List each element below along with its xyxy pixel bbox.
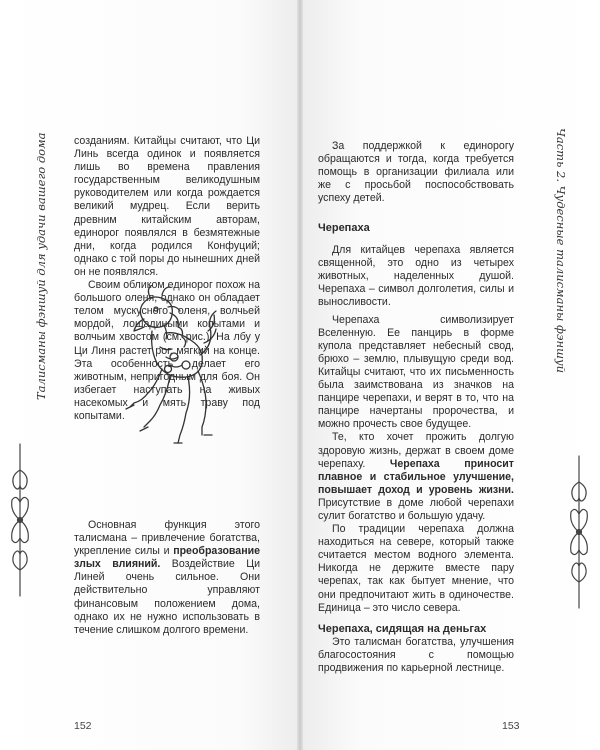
page-number-right: 153 [502,720,520,732]
qilin-unicorn-icon [104,285,224,475]
paragraph: Те, кто хочет прожить долгую здоровую жизнь, держат в своем доме черепаху. Черепаха приносит плавное и стабильное улучшение, повышает доход и уровень жизни. Присутствие в доме любой черепахи сулит богатство и большую удачу. [318,431,514,522]
floral-ornament-icon [8,440,32,600]
section-heading: Черепаха [318,222,370,234]
paragraph: Основная функция этого талисмана – привлечение богатства, укрепление силы и преобразование злых влияний. Воздействие Ци Линей очень сильное. Они действительно управляют финансовым положением дома, однако их не нужно использовать в течение слишком долгого времени. [74,519,260,636]
page-number-left: 152 [74,720,92,732]
paragraph: созданиям. Китайцы считают, что Ци Линь всегда одинок и появляется лишь во времена правления государственным великодушным руководителем или когда рождается великий мудрец. Если верить древним китайским авторам, единорог появлялся в безмятежные дни, когда родился Конфуций; однако с той поры до нынешних дней он не появлялся. [74,135,260,278]
left-text-bottom [74,519,260,637]
running-head-left: Талисманы фэншуй для удачи вашего дома [34,132,48,400]
paragraph: По традиции черепаха должна находиться на севере, который также считается местом водного элемента. Никогда не держите вместе пару черепах, так как бытует мнение, что они предпочитают жить в одиночестве. Единица – это число севера. [318,523,514,614]
paragraph: Черепаха символизирует Вселенную. Ее панцирь в форме купола представляет небесный свод, брюхо – землю, плывущую среди вод. Китайцы считают, что их письменность была заимствована из значков на панцире черепахи, и верят в то, что на панцире начертаны пророчества, и можно прочесть свое будущее. [318,313,514,431]
paragraph: За поддержкой к единорогу обращаются и тогда, когда требуется помощь в организации филиала или же с просьбой поспособствовать успеху детей. [318,140,514,205]
book-gutter [297,0,303,750]
paragraph: Это талисман богатства, улучшения благосостояния с помощью продвижения по карьерной лестнице. [318,635,514,674]
right-text-top [318,140,514,205]
section-heading: Черепаха, сидящая на деньгах [318,622,487,635]
right-text-main [318,222,514,675]
running-head-right: Часть 2. Чудесные талисманы фэншуй [554,128,568,374]
paragraph: Своим обликом единорог похож на большого оленя, однако он обладает телом мускусного оленя, волчьей мордой, лошадиными копытами и волчьим хвостом (см. рис.). На лбу у Ци Линя растет рог, мягкий на конце. Эта особенность делает его животным, непригодным для боя. Он избегает наступать на живых насекомых и мять траву под копытами. [74,279,260,422]
floral-ornament-icon [567,452,591,612]
paragraph: Для китайцев черепаха является священной, это одно из четырех животных, наделенных душой. Черепаха – символ долголетия, силы и выносливости. [318,244,514,309]
